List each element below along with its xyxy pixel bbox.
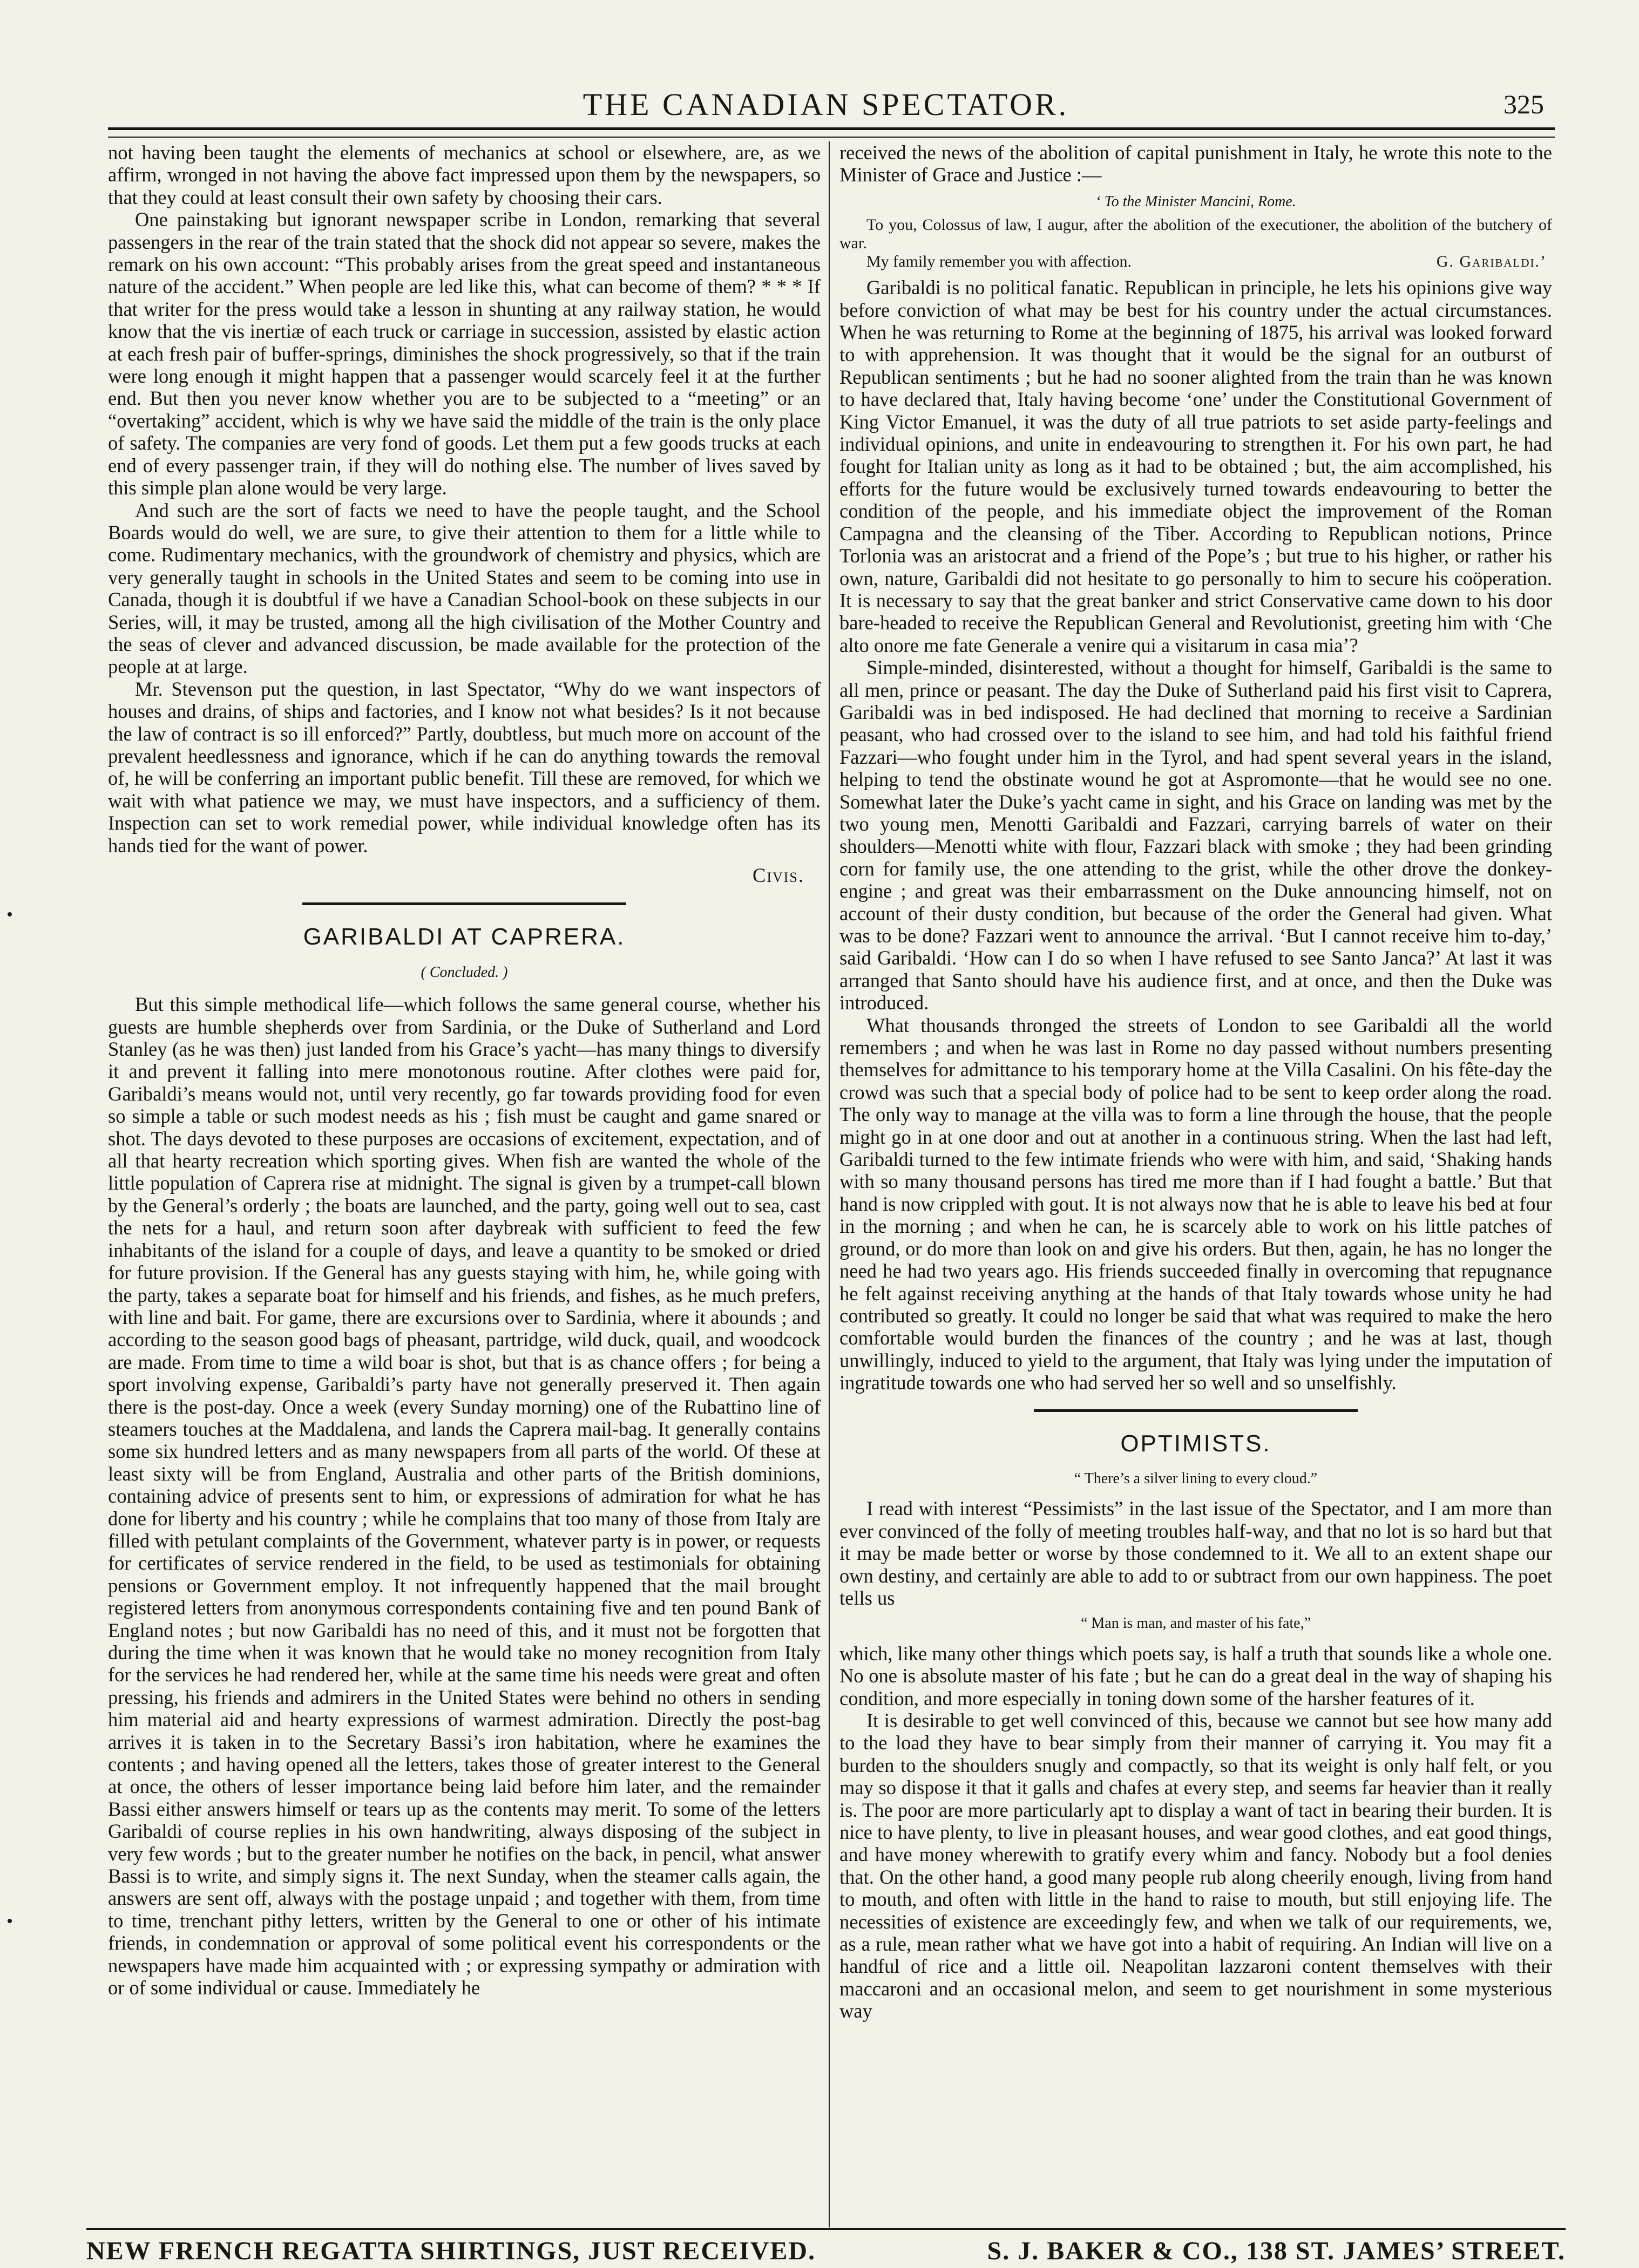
page-number: 325 [1503,89,1544,119]
section-subheading: ( Concluded. ) [421,963,508,981]
article-paragraph: Mr. Stevenson put the question, in last Spectator, “Why do we want inspectors of houses and drains, of ships and factories, and I know not what besides? Is it not because the law of contract is so ill enforced?” Partly, doubtless, but much more on account of the prevalent heedlessness and ignorance, which if he can do anything towards the removal of, he will be conferring an important public benefit. Till these are removed, for which we wait with what patience we may, we must have inspectors, and a sufficiency of them. Inspection can set to work remedial power, while individual knowledge often has its hands tied for the want of power. [108,677,821,857]
article-paragraph: I read with interest “Pessimists” in the last issue of the Spectator, and I am more than ever convinced of the folly of meeting troubles half-way, and that no lot is so hard but that it may be made better or worse by those condemned to it. We all to an extent shape our own destiny, and certainly are able to add to or subtract from our own happiness. The poet tells us [839,1497,1552,1609]
article-paragraph: But this simple methodical life—which follows the same general course, whether his guests are humble shepherds over from Sardinia, or the Duke of Sutherland and Lord Stanley (as he was then) just landed from his Grace’s yacht—has many things to diversify it and prevent it falling into mere monotonous routine. After clothes were paid for, Garibaldi’s means would not, until very recently, go far towards providing food for even so simple a table or such modest needs as his ; fish must be caught and game snared or shot. The days devoted to these purposes are occasions of excitement, expectation, and of all that hearty recreation which sporting gives. When fish are wanted the whole of the little population of Caprera rise at midnight. The signal is given by a trumpet-call blown by the General’s orderly ; the boats are launched, and the party, going well out to sea, cast the nets for a haul, and return soon after daybreak with sufficient to feed the few inhabitants of the island for a couple of days, and leave a quantity to be smoked or dried for future provision. If the General has any guests staying with him, he, while going with the party, takes a separate boat for himself and his friends, and fishes, as he much prefers, with line and bait. For game, there are excursions over to Sardinia, where it abounds ; and according to the season good bags of pheasant, partridge, wild duck, quail, and woodcock are made. From time to time a wild boar is shot, but that is as chance offers ; for being a sport involving expense, Garibaldi’s party have not generally preserved it. Then again there is the post-day. Once a week (every Sunday morning) one of the Rubattino line of steamers touches at the Maddalena, and lands the Caprera mail-bag. It generally contains some six hundred letters and as many newspapers from all parts of the world. Of these at least sixty will be from England, Australia and other parts of the British dominions, containing advice of presents sent to him, or expressions of admiration for what he has done for liberty and his country ; while he complains that too many of those from Italy are filled with petulant complaints of the Government, whatever party is in power, or requests for certificates of service rendered in the field, to be used as testimonials for obtaining pensions or Government employ. It not infrequently happened that the mail brought registered letters from anonymous correspondents containing five and ten pound Bank of England notes ; but now Garibaldi has no need of this, and it must not be forgotten that during the time when it was known that he would take no money recognition from Italy for the services he had rendered her, while at the same time his needs were great and often pressing, his friends and admirers in the United States were behind no others in sending him material aid and hearty expressions of warmest admiration. Directly the post-bag arrives it is taken in to the Secretary Bassi’s iron habitation, where he examines the contents ; and having opened all the letters, takes those of greater interest to the General at once, the others of lesser importance being laid before him later, and the remainder Bassi either answers himself or tears up as the contents may merit. To some of the letters Garibaldi of course replies in his own handwriting, always disposing of the subject in very few words ; but to the greater number he notifies on the back, in pencil, what answer Bassi is to write, and simply signs it. The next Sunday, when the steamer calls again, the answers are sent off, always with the postage unpaid ; and together with them, from time to time, trenchant pithy letters, written by the General to one or other of his intimate friends, in condemnation or approval of some political event his correspondents or the newspapers have made him acquainted with ; or expressing sympathy or admiration with or of some individual or cause. Immediately he [108,993,821,1999]
article-paragraph: And such are the sort of facts we need to have the people taught, and the School Boards would do well, we are sure, to give their attention to them for a little while to come. Rudimentary mechanics, with the groundwork of chemistry and physics, which are very generally taught in schools in the United States and seem to be coming into use in Canada, though it is doubtful if we have a Canadian School-book on these subjects in our Series, will, it may be trusted, among all the high civilisation of the Mother Country and the seas of clever and advanced discussion, be made available for the protection of the people at at large. [108,499,821,678]
section-rule [1034,1409,1358,1412]
author-signature: Civis. [752,864,804,886]
letter-signature: G. Garibaldi.’ [1436,253,1547,271]
column-divider [829,141,830,2228]
section-heading-garibaldi: GARIBALDI AT CAPRERA. [303,924,626,950]
article-paragraph: not having been taught the elements of mechanics at school or elsewhere, are, as we affirm, wronged in not having the above fact impressed upon them by the newspapers, so that they could at least consult their own safety by choosing their cars. [108,141,821,208]
footer-ad-right: S. J. BAKER & CO., 138 ST. JAMES’ STREET. [987,2236,1566,2265]
section-rule [302,902,626,905]
left-column [108,141,821,1999]
article-paragraph: Simple-minded, disinterested, without a thought for himself, Garibaldi is the same to all men, prince or peasant. The day the Duke of Sutherland paid his first visit to Caprera, Garibaldi was in bed indisposed. He had declined that morning to receive a Sardinian peasant, who had crossed over to the island to see him, and had told his faithful friend Fazzari—who fought under him in the Tyrol, and had spent several years in the island, helping to tend the obstinate wound he got at Aspromonte—that he would see no one. Somewhat later the Duke’s yacht came in sight, and his Grace on landing was met by the two young men, Menotti Garibaldi and Fazzari, carrying barrels of water on their shoulders—Menotti white with flour, Fazzari black with smoke ; they had been grinding corn for family use, the one attending to the grist, while the other drove the donkey-engine ; and great was their embarrassment on the Duke announcing himself, not on account of their dusty condition, but because of the order the General had given. What was to be done? Fazzari went to announce the arrival. ‘But I cannot receive him to-day,’ said Garibaldi. ‘How can I do so when I have refused to see Santo Janca?’ At last it was arranged that Santo should have his audience first, and at once, and then the Duke was introduced. [839,656,1552,1014]
article-paragraph: One painstaking but ignorant newspaper scribe in London, remarking that several passengers in the rear of the train stated that the shock did not appear so severe, makes the remark on his own account: “This probably arises from the great speed and instantaneous nature of the accident.” When people are led like this, what can become of them? * * * If that writer for the press would take a lesson in shunting at any railway station, he would know that the vis inertiæ of each truck or carriage in succession, assisted by elastic action at each fresh pair of buffer-springs, diminishes the shock progressively, so that if the train were long enough it might happen that a passenger would scarcely feel it at the further end. But then you never know whether you are to be subjected to a “meeting” or an “overtaking” accident, which is why we have said the middle of the train is the only place of safety. The companies are very fond of goods. Let them put a few goods trucks at each end of every passenger train, if they will do nothing else. The number of lives saved by this simple plan alone would be very large. [108,208,821,499]
epigraph: “ There’s a silver lining to every cloud.” [1074,1470,1318,1487]
margin-speck [8,912,12,916]
newspaper-title: THE CANADIAN SPECTATOR. [583,87,1069,122]
letter-closing-text: My family remember you with affection. [866,253,1132,271]
masthead [108,81,1544,130]
section-heading-optimists: OPTIMISTS. [1120,1430,1271,1457]
footer-advertisement [86,2235,1566,2267]
margin-speck [8,1919,12,1923]
masthead-rule [108,127,1555,138]
letter-closing [839,253,1552,271]
letter-heading: ‘ To the Minister Mancini, Rome. [1095,193,1296,210]
footer-ad-left: NEW FRENCH REGATTA SHIRTINGS, JUST RECEIVED. [86,2236,816,2265]
article-paragraph: Garibaldi is no political fanatic. Republican in principle, he lets his opinions give way before conviction of what may be best for his country under the actual circumstances. When he was returning to Rome at the beginning of 1875, his arrival was looked forward to with apprehension. It was thought that it would be the signal for an outburst of Republican sentiments ; but he had no sooner alighted from the train than he was known to have declared that, Italy having become ‘one’ under the Constitutional Government of King Victor Emanuel, it was the duty of all true patriots to set aside party-feelings and individual opinions, and unite in endeavouring to strengthen it. For his own part, he had fought for Italian unity as long as it had to be obtained ; but, the aim accomplished, his efforts for the future would be exclusively turned towards endeavouring to better the condition of the people, and his immediate object the improvement of the Roman Campagna and the cleansing of the Tiber. According to Republican notions, Prince Torlonia was an aristocrat and a friend of the Pope’s ; but true to his higher, or rather his own, nature, Garibaldi did not hesitate to go personally to him to secure his coöperation. It is necessary to say that the great banker and strict Conservative came down to his door bare-headed to receive the Republican General and Revolutionist, greeting him with ‘Che alto onore me fate Generale a venire qui a visitarum in casa mia’? [839,276,1552,656]
article-paragraph: which, like many other things which poets say, is half a truth that sounds like a whole one. No one is absolute master of his fate ; but he can do a great deal in the way of shaping his condition, and more especially in toning down some of the harsher features of it. [839,1642,1552,1709]
letter-body: To you, Colossus of law, I augur, after the abolition of the executioner, the abolition of the butchery of war. [839,216,1552,253]
footer-rule [86,2228,1566,2230]
article-paragraph: What thousands thronged the streets of London to see Garibaldi all the world remembers ; and when he was last in Rome no day passed without numbers presenting themselves for admittance to his temporary home at the Villa Casalini. On his fête-day the crowd was such that a special body of police had to be sent to keep order along the road. The only way to manage at the villa was to form a line through the house, that the people might go in at one door and out at another in a continuous string. When the last had left, Garibaldi turned to the few intimate friends who were with him, and said, ‘Shaking hands with so many thousand persons has tired me more than if I had fought a battle.’ But that hand is now crippled with gout. It is not always now that he is able to leave his bed at four in the morning ; and when he can, he is scarcely able to work on his little patches of ground, or do more than look on and give his orders. But then, again, he has no longer the need he had two years ago. His friends succeeded finally in overcoming that repugnance he felt against receiving anything at the hands of that Italy towards whose unity he had contributed so greatly. It could no longer be said that what was required to make the hero comfortable would burden the finances of the country ; and he was at last, though unwillingly, induced to yield to the argument, that Italy was lying under the imputation of ingratitude towards one who had served her so well and so unselfishly. [839,1014,1552,1394]
quotation: “ Man is man, and master of his fate,” [1080,1615,1311,1632]
article-paragraph: received the news of the abolition of capital punishment in Italy, he wrote this note to the Minister of Grace and Justice :— [839,141,1552,186]
article-paragraph: It is desirable to get well convinced of this, because we cannot but see how many add to the load they have to bear simply from their manner of carrying it. You may fit a burden to the shoulders snugly and compactly, so that its weight is only half felt, or you may so dispose it that it galls and chafes at every step, and seems far heavier than it really is. The poor are more particularly apt to display a want of tact in bearing their burden. It is nice to have plenty, to live in pleasant houses, and wear good clothes, and eat good things, and have money wherewith to gratify every whim and fancy. Nobody but a fool denies that. On the other hand, a good many people rub along cheerily enough, living from hand to mouth, and often with little in the hand to raise to mouth, but still enjoying life. The necessities of existence are exceedingly few, and when we talk of our requirements, we, as a rule, mean rather what we have got into a habit of requiring. An Indian will live on a handful of rice and a little oil. Neapolitan lazzaroni content themselves with their maccaroni and an occasional melon, and seem to get nourishment in some mysterious way [839,1709,1552,2022]
right-column [839,141,1552,2022]
